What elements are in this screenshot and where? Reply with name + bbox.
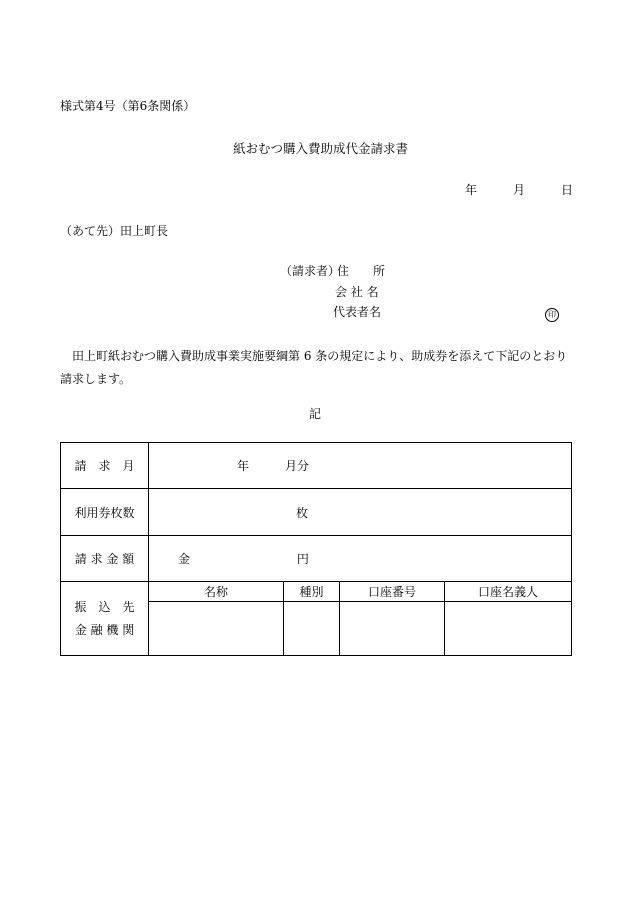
bank-type-cell[interactable] [284,602,340,656]
request-month-value: 年 月分 [237,459,310,473]
bank-header-type: 種別 [284,582,340,602]
request-month-label: 請 求 月 [61,443,149,489]
voucher-count-label: 利用券枚数 [61,489,149,536]
seal-icon: 印 [545,308,559,322]
seal-mark [545,305,559,322]
request-amount-cell[interactable] [149,536,572,582]
table-row [61,489,572,536]
body-paragraph: 田上町紙おむつ購入費助成事業実施要綱第 6 条の規定により、助成券を添えて下記のとおり請求します。 [60,349,568,386]
company-label: 会 社 名 [335,285,379,299]
table-row [61,536,572,582]
voucher-count-unit: 枚 [296,505,309,520]
bank-name-cell[interactable] [149,602,284,656]
date-month-label: 月 [513,183,526,197]
date-day-label: 日 [561,183,574,197]
bank-account-number-cell[interactable] [340,602,445,656]
amount-prefix: 金 [178,552,191,566]
bank-label-line2: 金 融 機 関 [74,622,135,637]
bank-header-name: 名称 [149,582,284,602]
request-table [60,442,572,656]
ki-heading: 記 [309,407,322,421]
bank-header-account-number: 口座番号 [340,582,445,602]
address-label: 住 所 [337,264,386,278]
amount-unit: 円 [296,552,309,566]
representative-label: 代表者名 [333,305,382,319]
bank-label [61,582,149,656]
request-month-cell[interactable] [149,443,572,489]
bank-header-account-holder: 口座名義人 [445,582,572,602]
date-year-label: 年 [465,183,478,197]
requester-prefix: （請求者） [280,264,341,278]
request-amount-label: 請 求 金 額 [61,536,149,582]
form-number: 様式第4号（第6条関係） [60,99,196,113]
bank-label-line1: 振 込 先 [74,599,135,614]
bank-account-holder-cell[interactable] [445,602,572,656]
document-title: 紙おむつ購入費助成代金請求書 [233,141,409,156]
addressee: （あて先）田上町長 [60,224,169,238]
table-row [61,443,572,489]
voucher-count-cell[interactable] [149,489,572,536]
table-row [61,582,572,602]
